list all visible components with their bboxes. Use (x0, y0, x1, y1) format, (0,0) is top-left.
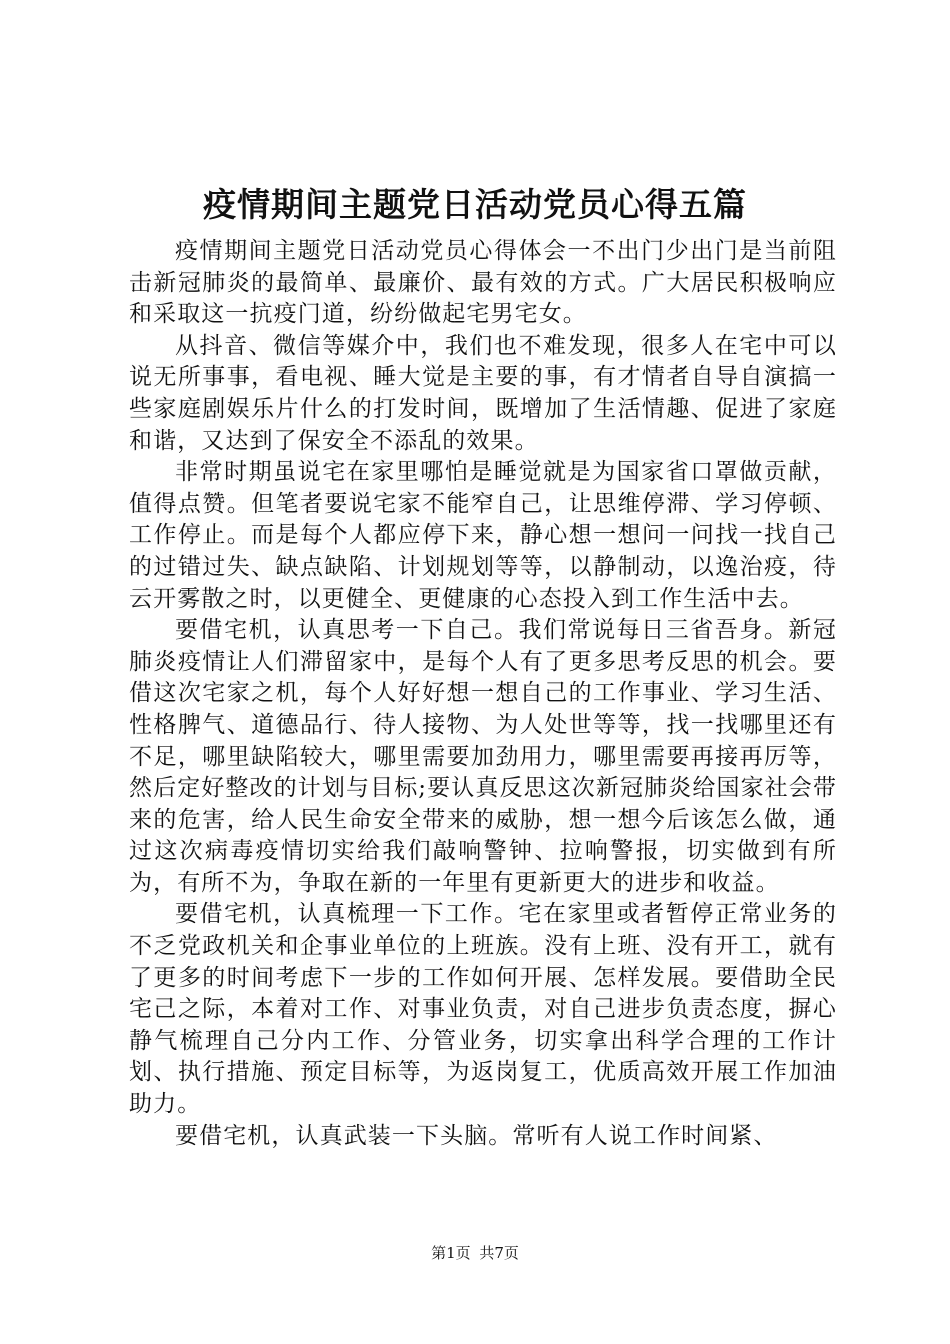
paragraph: 非常时期虽说宅在家里哪怕是睡觉就是为国家省口罩做贡献，值得点赞。但笔者要说宅家不能窄自己，让思维停滞、学习停顿、工作停止。而是每个人都应停下来，静心想一想问一问找一找自己的过错过失、缺点缺陷、计划规划等等，以静制动，以逸治疫，待云开雾散之时，以更健全、更健康的心态投入到工作生活中去。 (129, 459, 837, 612)
document-title: 疫情期间主题党日活动党员心得五篇 (203, 185, 747, 224)
page-number: 第1页 (431, 1244, 471, 1262)
page-footer (0, 1242, 950, 1264)
document-body (129, 236, 837, 1152)
paragraph: 要借宅机，认真武装一下头脑。常听有人说工作时间紧、 (175, 1122, 778, 1149)
paragraph: 要借宅机，认真梳理一下工作。宅在家里或者暂停正常业务的不乏党政机关和企事业单位的上班族。没有上班、没有开工，就有了更多的时间考虑下一步的工作如何开展、怎样发展。要借助全民宅己之际，本着对工作、对事业负责，对自己进步负责态度，摒心静气梳理自己分内工作、分管业务，切实拿出科学合理的工作计划、执行措施、预定目标等，为返岗复工，优质高效开展工作加油助力。 (129, 901, 837, 1118)
paragraph: 疫情期间主题党日活动党员心得体会一不出门少出门是当前阻击新冠肺炎的最简单、最廉价、最有效的方式。广大居民积极响应和采取这一抗疫门道，纷纷做起宅男宅女。 (129, 238, 837, 328)
page-total: 共7页 (479, 1244, 519, 1262)
paragraph: 从抖音、微信等媒介中，我们也不难发现，很多人在宅中可以说无所事事，看电视、睡大觉是主要的事，有才情者自导自演搞一些家庭剧娱乐片什么的打发时间，既增加了生活情趣、促进了家庭和谐，又达到了保安全不添乱的效果。 (129, 332, 837, 454)
paragraph: 要借宅机，认真思考一下自己。我们常说每日三省吾身。新冠肺炎疫情让人们滞留家中，是每个人有了更多思考反思的机会。要借这次宅家之机，每个人好好想一想自己的工作事业、学习生活、性格脾气、道德品行、待人接物、为人处世等等，找一找哪里还有不足，哪里缺陷较大，哪里需要加劲用力，哪里需要再接再厉等，然后定好整改的计划与目标;要认真反思这次新冠肺炎给国家社会带来的危害，给人民生命安全带来的威胁，想一想今后该怎么做，通过这次病毒疫情切实给我们敲响警钟、拉响警报，切实做到有所为，有所不为，争取在新的一年里有更新更大的进步和收益。 (129, 617, 837, 896)
